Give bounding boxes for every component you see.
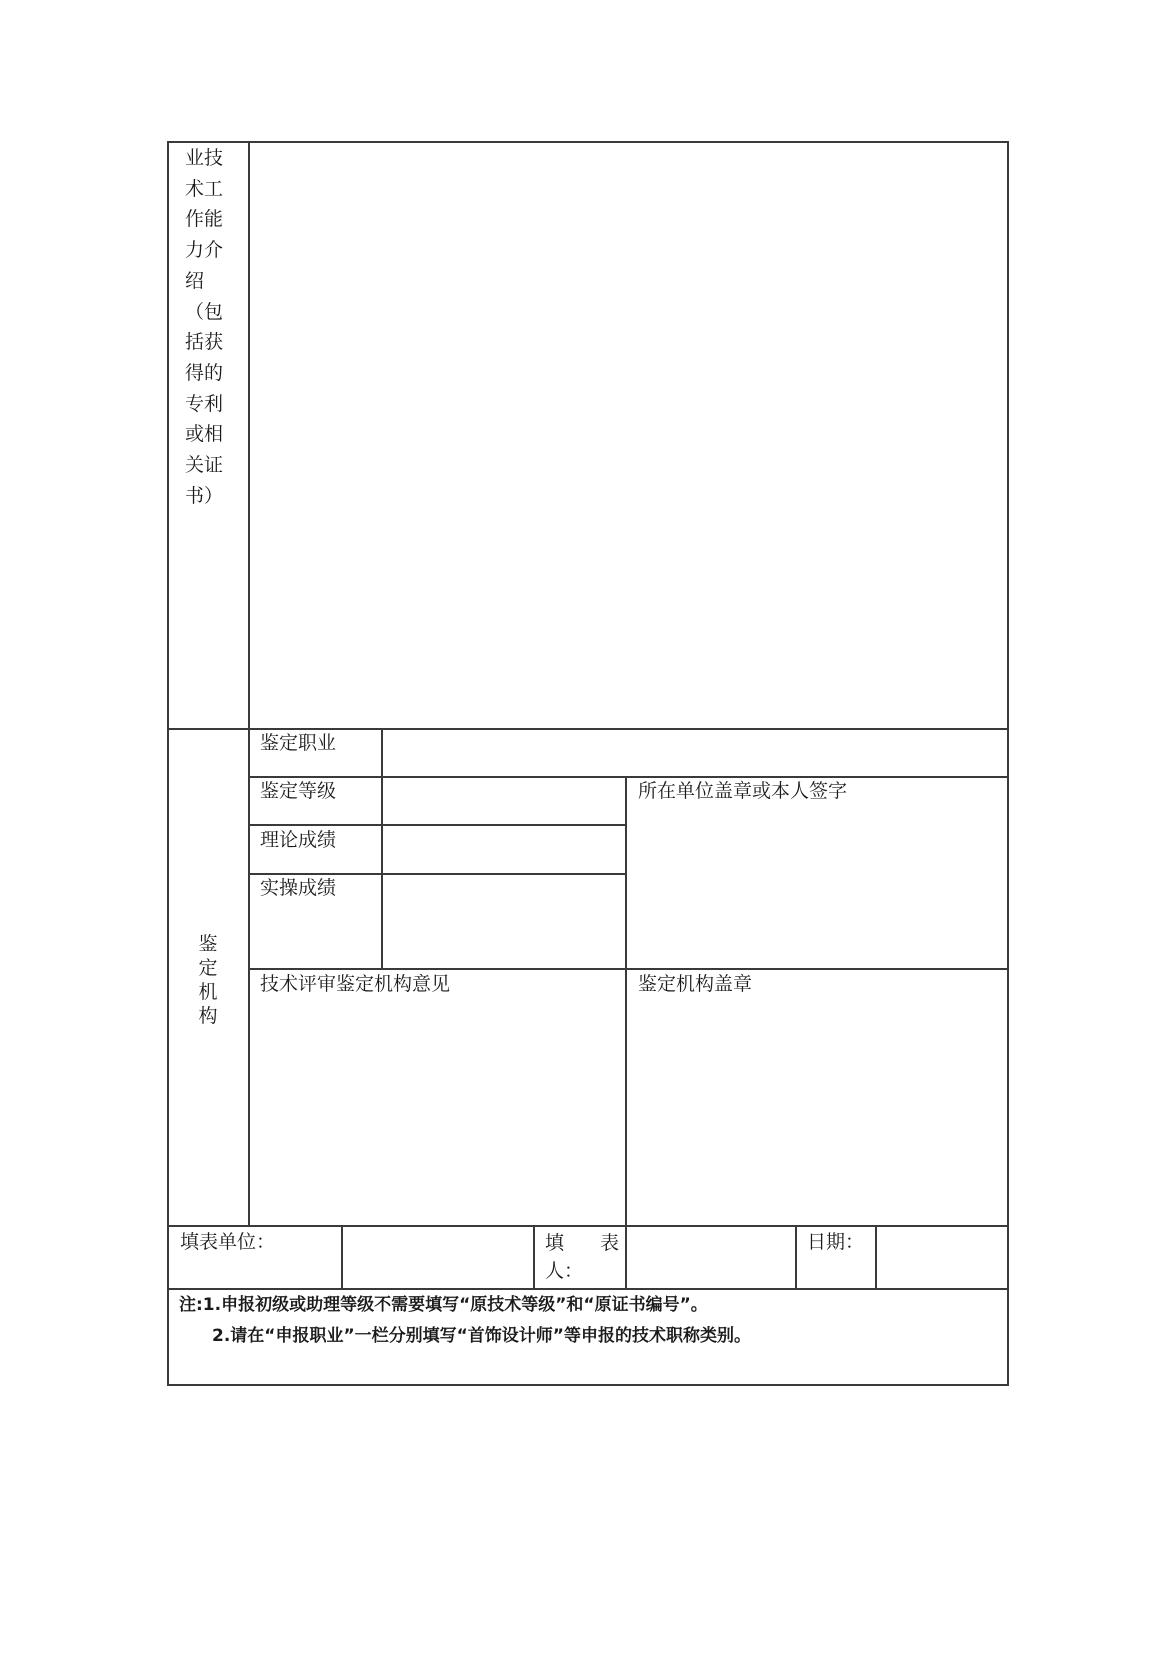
filler-field[interactable] [627, 1227, 794, 1287]
review-opinion-label: 技术评审鉴定机构意见 [260, 973, 451, 995]
practical-score-field[interactable] [383, 875, 624, 967]
section-divider-notes [167, 1288, 1009, 1290]
date-field[interactable] [877, 1227, 1006, 1287]
table-border-right [1007, 141, 1009, 1385]
footer-divider-2 [533, 1225, 535, 1289]
date-label: 日期： [807, 1231, 865, 1253]
table-border-left [167, 141, 169, 1385]
filler-char-3: 人： [545, 1260, 584, 1282]
row-divider-practical [248, 968, 1009, 970]
theory-score-field[interactable] [383, 826, 624, 872]
note-line-2: 2.请在“申报职业”一栏分别填写“首饰设计师”等申报的技术职称类别。 [212, 1326, 751, 1346]
note-line-1: 注:1.申报初级或助理等级不需要填写“原技术等级”和“原证书编号”。 [179, 1295, 708, 1315]
appraisal-org-label: 鉴 定 机 构 [198, 933, 218, 1027]
row-divider-occupation [248, 776, 1009, 778]
ability-intro-field[interactable] [250, 143, 1006, 727]
filler-char-1: 填 [545, 1232, 565, 1254]
org-seal-label: 鉴定机构盖章 [638, 973, 753, 995]
occupation-label: 鉴定职业 [260, 732, 337, 754]
level-field[interactable] [383, 778, 624, 823]
table-border-bottom [167, 1384, 1009, 1386]
level-label: 鉴定等级 [260, 780, 337, 802]
filling-unit-label: 填表单位： [180, 1231, 276, 1253]
filling-unit-field[interactable] [343, 1227, 532, 1287]
practical-score-label: 实操成绩 [260, 877, 337, 899]
occupation-field[interactable] [383, 730, 1006, 775]
ability-intro-label: 业技 术工 作能 力介 绍 （包 括获 得的 专利 或相 关证 书） [185, 147, 224, 507]
middle-divider [625, 776, 627, 1226]
filler-char-2: 表 [600, 1232, 620, 1254]
unit-seal-label: 所在单位盖章或本人签字 [638, 780, 848, 802]
footer-divider-4 [795, 1225, 797, 1289]
theory-score-label: 理论成绩 [260, 829, 337, 851]
